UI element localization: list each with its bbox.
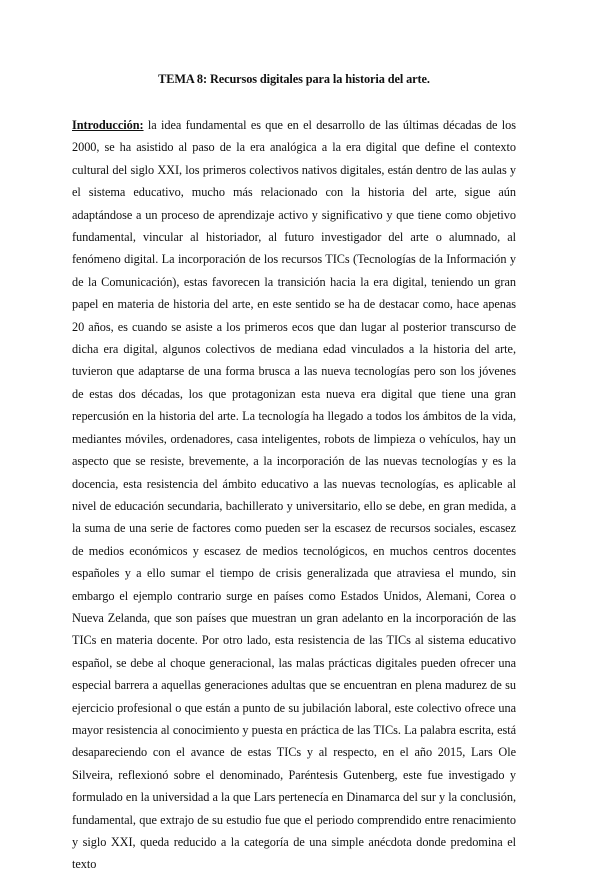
intro-text: la idea fundamental es que en el desarrollo de las últimas décadas de los 2000, se ha asistido al paso de la era analógica a la era digital que define el contexto cultural del siglo XXI, los primeros colectivos nativos digitales, están dentro de las aulas y el sistema educativo, mucho más relacionado con la historia del arte, sigue aún adaptándose a un proceso de aprendizaje activo y significativo y que tiene como objetivo fundamental, vincular al historiador, al futuro investigador del arte o alumnado, al fenómeno digital. La incorporación de los recursos TICs (Tecnologías de la Información y de la Comunicación), estas favorecen la transición hacia la era digital, teniendo un gran papel en materia de historia del arte, en este sentido se ha de destacar como, hace apenas 20 años, es cuando se asiste a los primeros ecos que dan lugar al posterior transcurso de dicha era digital, algunos colectivos de mediana edad vinculados a la historia del arte, tuvieron que adaptarse de una forma brusca a las nueva tecnologías pero son los jóvenes de estas dos décadas, los que protagonizan esta nueva era digital que tiene una gran repercusión en la historia del arte. La tecnología ha llegado a todos los ámbitos de la vida, mediantes móviles, ordenadores, casa inteligentes, robots de limpieza o vehículos, hay un aspecto que se resiste, brevemente, a la incorporación de las nuevas tecnologías y es la docencia, esta resistencia del ámbito educativo a las nuevas tecnologías, es aplicable al nivel de educación secundaria, bachillerato y universitario, ello se debe, en gran medida, a la suma de una serie de factores como pueden ser la escasez de recursos sociales, escasez de medios económicos y escasez de medios tecnológicos, en muchos centros docentes españoles y a ello sumar el tiempo de crisis generalizada que atraviesa el mundo, sin embargo el ejemplo contrario surge en países como Estados Unidos, Alemani, Corea o Nueva Zelanda, que son países que muestran un gran adelanto en la incorporación de las TICs en materia docente. Por otro lado, esta resistencia de las TICs al sistema educativo español, se debe al choque generacional, las malas prácticas digitales pueden ofrecer una especial barrera a aquellas generaciones adultas que se encuentran en plena madurez de su ejercicio profesional o que están a punto de su jubilación laboral, este colectivo ofrece una mayor resistencia al conocimiento y puesta en práctica de las TICs. La palabra escrita, está desapareciendo con el avance de estas TICs y al respecto, en el año 2015, Lars Ole Silveira, reflexionó sobre el denominado, Paréntesis Gutenberg, este fue investigado y formulado en la universidad a la que Lars pertenecía en Dinamarca del sur y la conclusión, fundamental, que extrajo de su estudio fue que el periodo comprendido entre renacimiento y siglo XXI, queda reducido a la categoría de una simple anécdota donde predomina el texto	[72, 118, 516, 872]
document-title: TEMA 8: Recursos digitales para la historia del arte.	[158, 72, 430, 86]
intro-paragraph	[72, 114, 516, 876]
intro-label: Introducción:	[72, 118, 144, 132]
